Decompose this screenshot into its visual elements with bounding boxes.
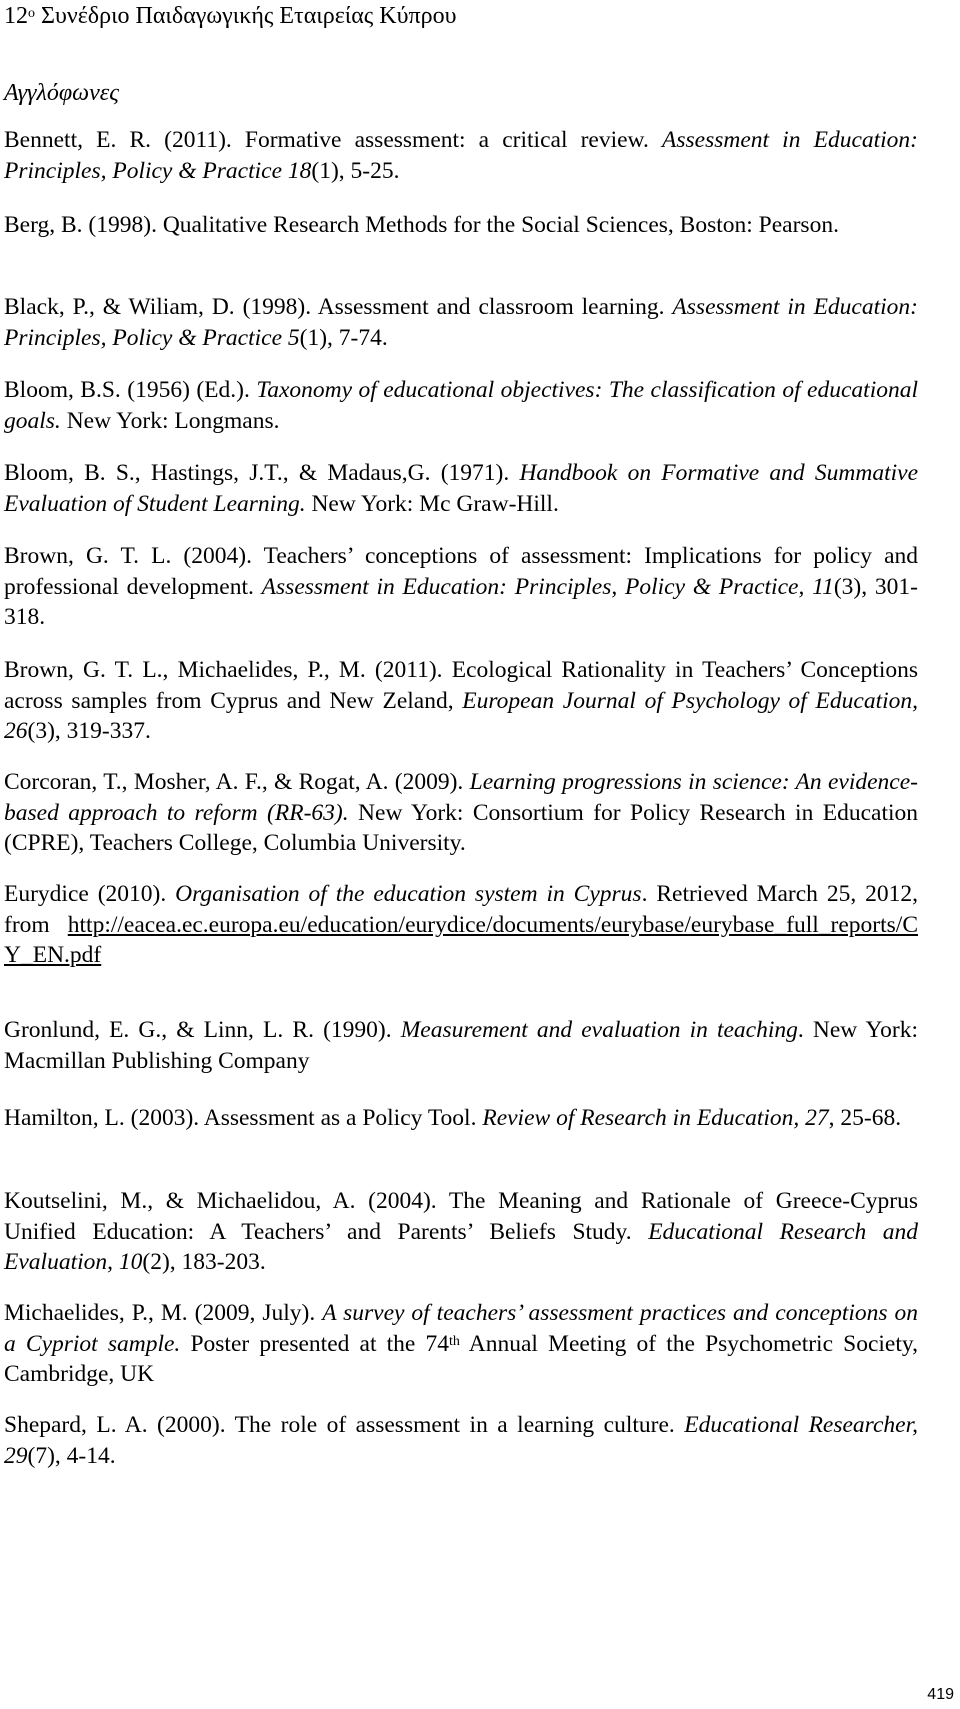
- reference-shepard: Shepard, L. A. (2000). The role of assessment in a learning culture. Educational Researcher, 29(7), 4-14.: [4, 1412, 918, 1469]
- header-text: Συνέδριο Παιδαγωγικής Εταιρείας Κύπρου: [35, 3, 457, 29]
- header-superscript: ο: [28, 6, 35, 21]
- reference-brown-2011: Brown, G. T. L., Michaelides, P., M. (2011). Ecological Rationality in Teachers’ Conceptions across samples from Cyprus and New Zeland, European Journal of Psychology of Education, 26(3), 319-337.: [4, 657, 918, 744]
- reference-hamilton: Hamilton, L. (2003). Assessment as a Policy Tool. Review of Research in Education, 27, 25-68.: [4, 1105, 902, 1131]
- reference-bloom-1956: Bloom, B.S. (1956) (Ed.). Taxonomy of educational objectives: The classification of educational goals. New York: Longmans.: [4, 377, 918, 434]
- page-header: [4, 2, 457, 30]
- reference-eurydice: Eurydice (2010). Organisation of the education system in Cyprus. Retrieved March 25, 2012, from http://eacea.ec.europa.eu/education/eurydice/documents/eurybase/eurybase_full_reports/CY_EN.pdf: [4, 881, 918, 968]
- page-number: 419: [927, 1686, 954, 1703]
- eurydice-link[interactable]: http://eacea.ec.europa.eu/education/eurydice/documents/eurybase/eurybase_full_reports/CY_EN.pdf: [4, 911, 918, 968]
- reference-corcoran: Corcoran, T., Mosher, A. F., & Rogat, A. (2009). Learning progressions in science: An evidence-based approach to reform (RR-63). New York: Consortium for Policy Research in Education (CPRE), Teachers College, Columbia University.: [4, 769, 919, 856]
- reference-brown-2004: Brown, G. T. L. (2004). Teachers’ conceptions of assessment: Implications for policy and professional development. Assessment in Education: Principles, Policy & Practice, 11(3), 301-318.: [4, 543, 918, 630]
- reference-bennett: Bennett, E. R. (2011). Formative assessment: a critical review. Assessment in Education: Principles, Policy & Practice 18(1), 5-25.: [4, 127, 919, 184]
- reference-gronlund: Gronlund, E. G., & Linn, L. R. (1990). Measurement and evaluation in teaching. New York: Macmillan Publishing Company: [4, 1017, 918, 1074]
- reference-black: Black, P., & Wiliam, D. (1998). Assessment and classroom learning. Assessment in Education: Principles, Policy & Practice 5(1), 7-74.: [4, 294, 918, 351]
- reference-koutselini: Koutselini, M., & Michaelidou, A. (2004). The Meaning and Rationale of Greece-Cyprus Unified Education: A Teachers’ and Parents’ Beliefs Study. Educational Research and Evaluation, 10(2), 183-203.: [4, 1188, 919, 1275]
- reference-berg: Berg, B. (1998). Qualitative Research Methods for the Social Sciences, Boston: Pearson.: [4, 212, 839, 238]
- section-title: Αγγλόφωνες: [4, 80, 119, 106]
- reference-michaelides: Michaelides, P., M. (2009, July). A survey of teachers’ assessment practices and conceptions on a Cypriot sample. Poster presented at the 74th Annual Meeting of the Psychometric Society, Cambridge, UK: [4, 1300, 918, 1387]
- header-number: 12: [4, 3, 28, 29]
- reference-bloom-1971: Bloom, B. S., Hastings, J.T., & Madaus,G. (1971). Handbook on Formative and Summative Evaluation of Student Learning. New York: Mc Graw-Hill.: [4, 460, 918, 517]
